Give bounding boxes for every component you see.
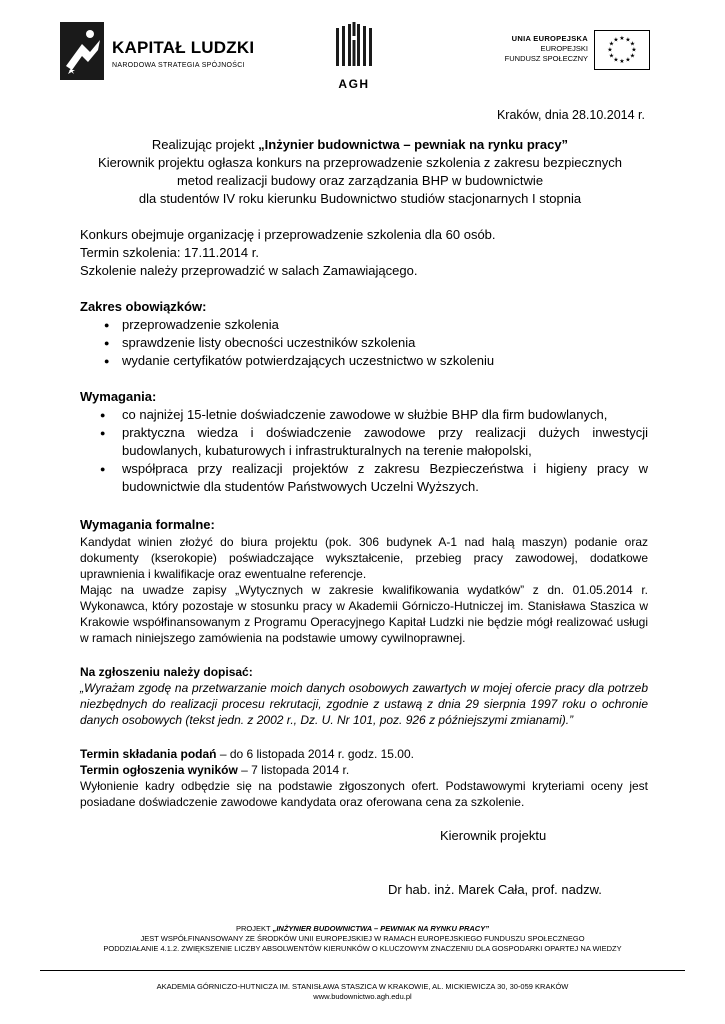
svg-text:★: ★ [629,40,636,48]
info-line: Termin szkolenia: 17.11.2014 r. [80,245,259,260]
footer-line-1-prefix: PROJEKT [236,924,273,933]
intro-line-2: Kierownik projektu ogłasza konkurs na przeprowadzenie szkolenia z zakresu bezpiecznych [98,155,622,170]
submit-deadline-value: – do 6 listopada 2014 r. godz. 15.00. [216,747,414,761]
deadlines-section [80,746,648,810]
kapital-ludzki-subtitle: NARODOWA STRATEGIA SPÓJNOŚCI [112,62,245,69]
kapital-ludzki-emblem-icon [60,22,104,80]
agh-logo [330,22,378,92]
formal-heading: Wymagania formalne: [80,517,215,532]
svg-text:★: ★ [619,58,625,65]
svg-text:★: ★ [608,52,615,60]
requirements-section [80,388,648,496]
svg-text:★: ★ [625,56,631,64]
footer-project-name: „INŻYNIER BUDOWNICTWA – PEWNIAK NA RYNKU PRACY” [272,924,489,933]
svg-text:★: ★ [613,56,619,64]
formal-section [80,516,648,646]
list-item: ● wydanie certyfikatów potwierdzających uczestnictwo w szkoleniu [80,352,648,370]
list-item: ● współpraca przy realizacji projektów z zakresu Bezpieczeństwa i higieny pracy w budownictwie dla studentów Państwowych Uczelni Wyższych. [80,460,648,496]
intro-line-4: dla studentów IV roku kierunku Budownictwo studiów stacjonarnych I stopnia [138,191,582,206]
selection-text: Wyłonienie kadry odbędzie się na podstawie złgoszonych ofert. Podstawowymi kryteriami oceny jest posiadane doświadczenie zawodowe kandydata oraz oferowana cena za szkolenie. [80,779,648,809]
results-deadline-value: – 7 listopada 2014 r. [237,763,350,777]
application-heading: Na zgłoszeniu należy dopisać: [80,665,253,679]
duties-heading: Zakres obowiązków: [80,299,207,314]
info-line: Konkurs obejmuje organizację i przeprowadzenie szkolenia dla 60 osób. [80,227,496,242]
requirements-list [80,406,648,496]
requirements-heading: Wymagania: [80,389,157,404]
intro-line-1 [60,136,660,154]
list-item: ● praktyczna wiedza i doświadczenie zawodowe przy realizacji dużych inwestycji budowlanych, kubaturowych i infrastrukturalnych na terenie małopolski, [80,424,648,460]
svg-text:★: ★ [629,52,636,60]
signature-role: Kierownik projektu [440,828,547,843]
svg-text:★: ★ [608,40,615,48]
project-name: „Inżynier budownictwa – pewniak na rynku pracy” [258,137,569,152]
footer-address-block [40,982,685,1002]
kapital-ludzki-logo [60,22,260,82]
footer-project-block [40,924,685,954]
footer-line-3: PODDZIAŁANIE 4.1.2. ZWIĘKSZENIE LICZBY ABSOLWENTÓW KIERUNKÓW O KLUCZOWYM ZNACZENIU DLA GOSPODARKI OPARTEJ NA WIEDZY [103,944,622,953]
submit-deadline [80,746,648,762]
kapital-ludzki-title: KAPITAŁ LUDZKI [112,38,255,57]
info-block [80,226,648,280]
eu-flag-icon [594,30,650,70]
intro-line-3: metod realizacji budowy oraz zarządzania BHP w budownictwie [176,173,544,188]
agh-emblem-icon [334,22,374,72]
submit-deadline-label: Termin składania podań [80,747,217,761]
eu-logo-text [505,34,588,64]
results-deadline [80,762,648,778]
svg-text:★: ★ [625,36,631,44]
eu-line-3: FUNDUSZ SPOŁECZNY [504,54,588,63]
duties-list [80,316,648,370]
footer-line-1 [40,924,685,934]
intro-line-1-prefix: Realizując projekt [151,137,259,152]
info-line: Szkolenie należy przeprowadzić w salach Zamawiającego. [80,263,418,278]
agh-label: AGH [338,77,370,91]
svg-text:★: ★ [619,35,625,42]
intro-block [60,136,660,208]
list-item: ● sprawdzenie listy obecności uczestników szkolenia [80,334,648,352]
formal-paragraph-1: Kandydat winien złożyć do biura projektu (pok. 306 budynek A-1 nad halą maszyn) podanie oraz dokumenty (kserokopie) poświadczające wykształcenie, przebieg pracy zawodowej, dodatkowe uprawnienia i kwalifikacje oraz ewentualne referencje. [80,535,648,581]
list-item: ● przeprowadzenie szkolenia [80,316,648,334]
footer-line-2: JEST WSPÓŁFINANSOWANY ZE ŚRODKÓW UNII EUROPEJSKIEJ W RAMACH EUROPEJSKIEGO FUNDUSZU SPOŁECZNEGO [140,934,585,943]
application-section [80,664,648,728]
footer-website-link[interactable]: www.budownictwo.agh.edu.pl [313,992,412,1001]
duties-section [80,298,648,370]
svg-text:★: ★ [631,46,637,54]
signature-name: Dr hab. inż. Marek Cała, prof. nadzw. [388,882,602,897]
footer-divider [40,970,685,971]
results-deadline-label: Termin ogłoszenia wyników [80,763,238,777]
consent-quote: „Wyrażam zgodę na przetwarzanie moich danych osobowych zawartych w mojej ofercie pracy dla potrzeb niezbędnych do realizacji procesu rekrutacji, zgodnie z ustawą z dnia 29 sierpnia 1997 roku o ochronie danych osobowych (tekst jedn. z 2002 r., Dz. U. Nr 101, poz. 926 z późniejszymi zmianami).” [80,681,648,727]
eu-line-1: UNIA EUROPEJSKA [511,34,588,43]
document-date: Kraków, dnia 28.10.2014 r. [496,108,645,122]
eu-line-2: EUROPEJSKI [540,44,588,53]
formal-paragraph-2: Mając na uwadze zapisy „Wytycznych w zakresie kwalifikowania wydatków” z dn. 01.05.2014 r. Wykonawca, który pozostaje w stosunku pracy w Akademii Górniczo-Hutniczej im. Stanisława Staszica w Krakowie współfinansowanym z Programu Operacyjnego Kapitał Ludzki nie będzie mógł realizować usługi w ramach niniejszego zamówienia na podstawie umowy cywilnoprawnej. [80,583,648,645]
list-item: ● co najniżej 15-letnie doświadczenie zawodowe w służbie BHP dla firm budowlanych, [80,406,648,424]
svg-text:★: ★ [613,36,619,44]
footer-address: AKADEMIA GÓRNICZO-HUTNICZA IM. STANISŁAWA STASZICA W KRAKOWIE, AL. MICKIEWICZA 30, 30-059 KRAKÓW [156,982,569,991]
svg-text:★: ★ [607,46,613,54]
eu-logo [480,30,650,74]
